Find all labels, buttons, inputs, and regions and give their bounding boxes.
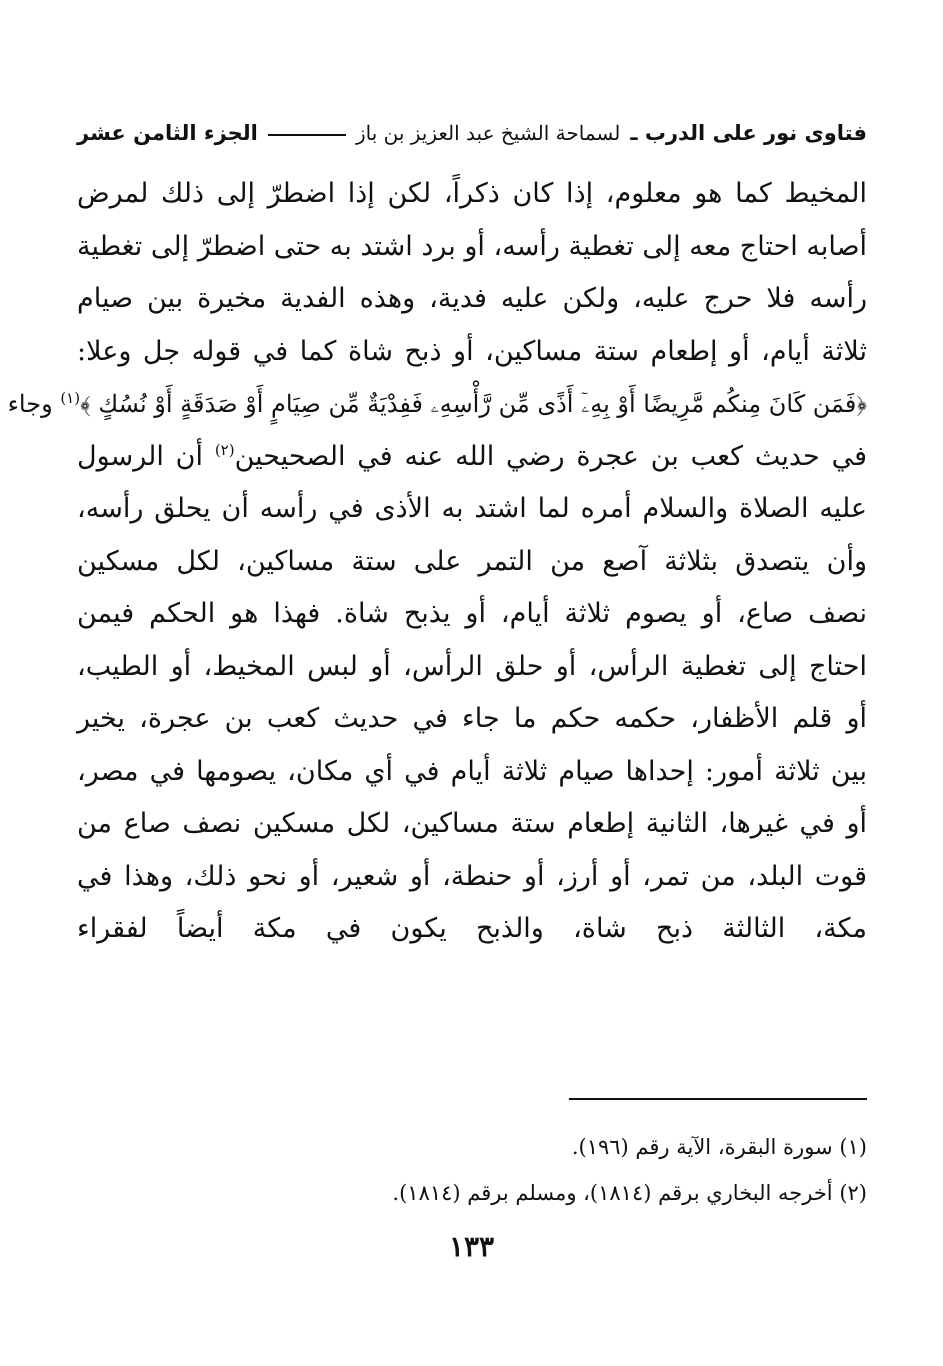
text-line: مكة، الثالثة ذبح شاة، والذبح يكون في مكة أيضاً لفقراء — [77, 913, 867, 944]
text-line: بين ثلاثة أمور: إحداها صيام ثلاثة أيام في أي مكان، يصومها في مصر، — [77, 755, 867, 787]
footnote-divider — [569, 1098, 867, 1100]
footnote-ref-1: (١) — [60, 389, 81, 407]
running-header — [77, 116, 867, 150]
text-line: رأسه فلا حرج عليه، ولكن عليه فدية، وهذه الفدية مخيرة بين صيام — [77, 283, 868, 314]
body-text — [7, 168, 868, 956]
text-line: قوت البلد، من تمر، أو أرز، أو حنطة، أو شعير، أو نحو ذلك، وهذا في — [77, 860, 867, 892]
footnote-2: (٢) أخرجه البخاري برقم (١٨١٤)، ومسلم برقم (١٨١٤). — [392, 1181, 867, 1205]
text-line: أو في غيرها، الثانية إطعام ستة مساكين، لكل مسكين نصف صاع من — [77, 808, 867, 839]
text-line: المخيط كما هو معلوم، إذا كان ذكراً، لكن إذا اضطرّ إلى ذلك لمرض — [77, 178, 867, 209]
quran-verse: ﴿فَمَن كَانَ مِنكُم مَّرِيضًا أَوْ بِهِۦٓ أَذًى مِّن رَّأْسِهِۦ فَفِدْيَةٌ مِّن صِيَامٍ أَوْ صَدَقَةٍ أَوْ نُسُكٍ ﴾ — [80, 390, 867, 418]
text-line: في حديث كعب بن عجرة رضي الله عنه في الصحيحين$^{(٢)}$ أن الرسول — [77, 440, 867, 472]
text-line: ثلاثة أيام، أو إطعام ستة مساكين، أو ذبح شاة كما في قوله جل وعلا: — [77, 335, 867, 367]
book-title: فتاوى نور على الدرب ـ — [630, 121, 867, 145]
text-line: أو قلم الأظفار، حكمه حكم ما جاء في حديث كعب بن عجرة، يخير — [77, 703, 867, 734]
footnotes — [77, 1124, 867, 1216]
header-rule — [268, 134, 346, 136]
text-line: وأن يتصدق بثلاثة آصع من التمر على ستة مساكين، لكل مسكين — [77, 545, 867, 577]
volume-part: الجزء الثامن عشر — [77, 121, 258, 145]
text-line: نصف صاع، أو يصوم ثلاثة أيام، أو يذبح شاة. فهذا هو الحكم فيمن — [77, 598, 867, 629]
quran-verse-line: ﴿فَمَن كَانَ مِنكُم مَّرِيضًا أَوْ بِهِۦٓ أَذًى مِّن رَّأْسِهِۦ فَفِدْيَةٌ مِّن صِيَامٍ أَوْ صَدَقَةٍ أَوْ نُسُكٍ ﴾$^{(١)}$ وجاء — [7, 389, 867, 418]
author-name: لسماحة الشيخ عبد العزيز بن باز — [355, 121, 621, 145]
footnote-ref-2: (٢) — [214, 440, 235, 459]
page-number: ١٣٣ — [448, 1230, 495, 1263]
text-line: احتاج إلى تغطية الرأس، أو حلق الرأس، أو لبس المخيط، أو الطيب، — [77, 650, 867, 682]
footnote-1: (١) سورة البقرة، الآية رقم (١٩٦). — [571, 1135, 867, 1159]
text-line: عليه الصلاة والسلام أمره لما اشتد به الأذى في رأسه أن يحلق رأسه، — [77, 493, 867, 524]
text-line: أصابه احتاج معه إلى تغطية رأسه، أو برد اشتد به حتى اضطرّ إلى تغطية — [77, 230, 867, 262]
